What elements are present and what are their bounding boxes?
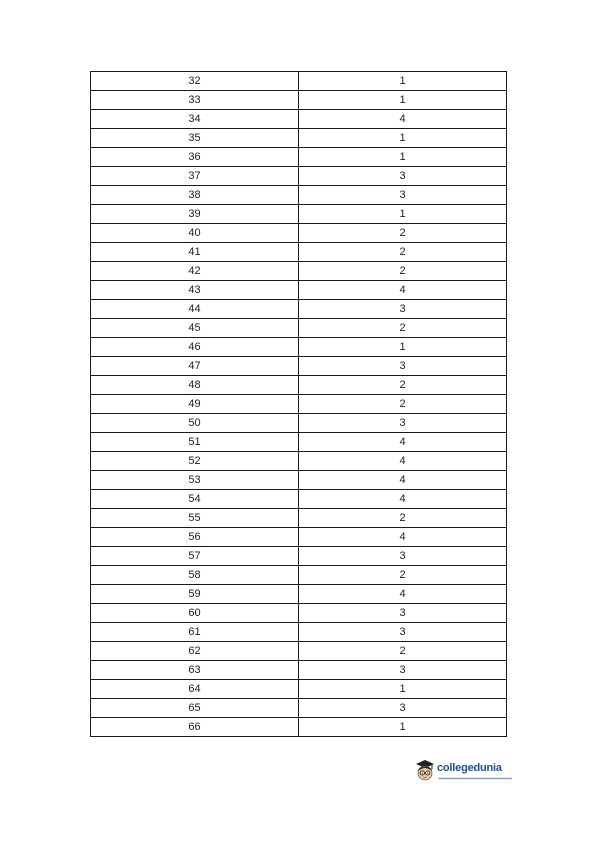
answer-option-cell: 4 — [299, 281, 507, 300]
table-row — [91, 262, 507, 281]
answer-option-cell: 2 — [299, 319, 507, 338]
table-row — [91, 452, 507, 471]
answer-option-cell: 1 — [299, 338, 507, 357]
answer-option-cell: 4 — [299, 471, 507, 490]
question-number-cell: 64 — [91, 680, 299, 699]
table-row — [91, 471, 507, 490]
answer-key-body — [91, 72, 507, 737]
table-row — [91, 547, 507, 566]
answer-option-cell: 2 — [299, 509, 507, 528]
table-row — [91, 376, 507, 395]
question-number-cell: 43 — [91, 281, 299, 300]
question-number-cell: 35 — [91, 129, 299, 148]
question-number-cell: 49 — [91, 395, 299, 414]
answer-option-cell: 3 — [299, 300, 507, 319]
answer-option-cell: 1 — [299, 680, 507, 699]
question-number-cell: 63 — [91, 661, 299, 680]
table-row — [91, 205, 507, 224]
question-number-cell: 40 — [91, 224, 299, 243]
question-number-cell: 46 — [91, 338, 299, 357]
table-row — [91, 72, 507, 91]
table-row — [91, 585, 507, 604]
table-row — [91, 319, 507, 338]
question-number-cell: 58 — [91, 566, 299, 585]
table-row — [91, 338, 507, 357]
question-number-cell: 57 — [91, 547, 299, 566]
table-row — [91, 566, 507, 585]
table-row — [91, 642, 507, 661]
question-number-cell: 36 — [91, 148, 299, 167]
table-row — [91, 414, 507, 433]
answer-option-cell: 4 — [299, 452, 507, 471]
collegedunia-logo — [414, 758, 514, 788]
table-row — [91, 281, 507, 300]
question-number-cell: 45 — [91, 319, 299, 338]
answer-option-cell: 3 — [299, 414, 507, 433]
answer-option-cell: 1 — [299, 129, 507, 148]
table-row — [91, 186, 507, 205]
table-row — [91, 509, 507, 528]
question-number-cell: 55 — [91, 509, 299, 528]
table-row — [91, 395, 507, 414]
answer-option-cell: 3 — [299, 661, 507, 680]
question-number-cell: 32 — [91, 72, 299, 91]
question-number-cell: 65 — [91, 699, 299, 718]
answer-option-cell: 2 — [299, 376, 507, 395]
question-number-cell: 39 — [91, 205, 299, 224]
answer-option-cell: 2 — [299, 224, 507, 243]
answer-option-cell: 2 — [299, 642, 507, 661]
table-row — [91, 699, 507, 718]
question-number-cell: 47 — [91, 357, 299, 376]
table-row — [91, 110, 507, 129]
answer-option-cell: 2 — [299, 566, 507, 585]
answer-key-table — [90, 71, 507, 737]
logo-tagline-mark — [438, 777, 512, 780]
question-number-cell: 56 — [91, 528, 299, 547]
answer-option-cell: 4 — [299, 110, 507, 129]
answer-option-cell: 1 — [299, 718, 507, 737]
question-number-cell: 54 — [91, 490, 299, 509]
answer-option-cell: 1 — [299, 72, 507, 91]
answer-option-cell: 3 — [299, 167, 507, 186]
table-row — [91, 490, 507, 509]
table-row — [91, 623, 507, 642]
question-number-cell: 52 — [91, 452, 299, 471]
table-row — [91, 357, 507, 376]
question-number-cell: 38 — [91, 186, 299, 205]
table-row — [91, 604, 507, 623]
table-row — [91, 148, 507, 167]
table-row — [91, 224, 507, 243]
logo-wordmark: collegedunia — [437, 762, 502, 774]
question-number-cell: 51 — [91, 433, 299, 452]
table-row — [91, 661, 507, 680]
answer-option-cell: 2 — [299, 395, 507, 414]
question-number-cell: 62 — [91, 642, 299, 661]
answer-option-cell: 4 — [299, 433, 507, 452]
answer-option-cell: 4 — [299, 585, 507, 604]
question-number-cell: 34 — [91, 110, 299, 129]
answer-option-cell: 3 — [299, 699, 507, 718]
question-number-cell: 59 — [91, 585, 299, 604]
question-number-cell: 48 — [91, 376, 299, 395]
answer-option-cell: 3 — [299, 186, 507, 205]
table-row — [91, 528, 507, 547]
table-row — [91, 680, 507, 699]
question-number-cell: 50 — [91, 414, 299, 433]
answer-option-cell: 3 — [299, 357, 507, 376]
answer-option-cell: 4 — [299, 490, 507, 509]
answer-option-cell: 1 — [299, 148, 507, 167]
answer-option-cell: 1 — [299, 91, 507, 110]
answer-option-cell: 1 — [299, 205, 507, 224]
question-number-cell: 60 — [91, 604, 299, 623]
graduate-mascot-icon — [414, 758, 436, 782]
question-number-cell: 33 — [91, 91, 299, 110]
table-row — [91, 129, 507, 148]
table-row — [91, 300, 507, 319]
answer-option-cell: 3 — [299, 604, 507, 623]
answer-option-cell: 2 — [299, 243, 507, 262]
question-number-cell: 53 — [91, 471, 299, 490]
table-row — [91, 718, 507, 737]
question-number-cell: 66 — [91, 718, 299, 737]
answer-option-cell: 3 — [299, 623, 507, 642]
answer-option-cell: 3 — [299, 547, 507, 566]
table-row — [91, 433, 507, 452]
question-number-cell: 37 — [91, 167, 299, 186]
question-number-cell: 61 — [91, 623, 299, 642]
table-row — [91, 167, 507, 186]
answer-option-cell: 4 — [299, 528, 507, 547]
question-number-cell: 44 — [91, 300, 299, 319]
question-number-cell: 42 — [91, 262, 299, 281]
question-number-cell: 41 — [91, 243, 299, 262]
table-row — [91, 243, 507, 262]
table-row — [91, 91, 507, 110]
answer-option-cell: 2 — [299, 262, 507, 281]
